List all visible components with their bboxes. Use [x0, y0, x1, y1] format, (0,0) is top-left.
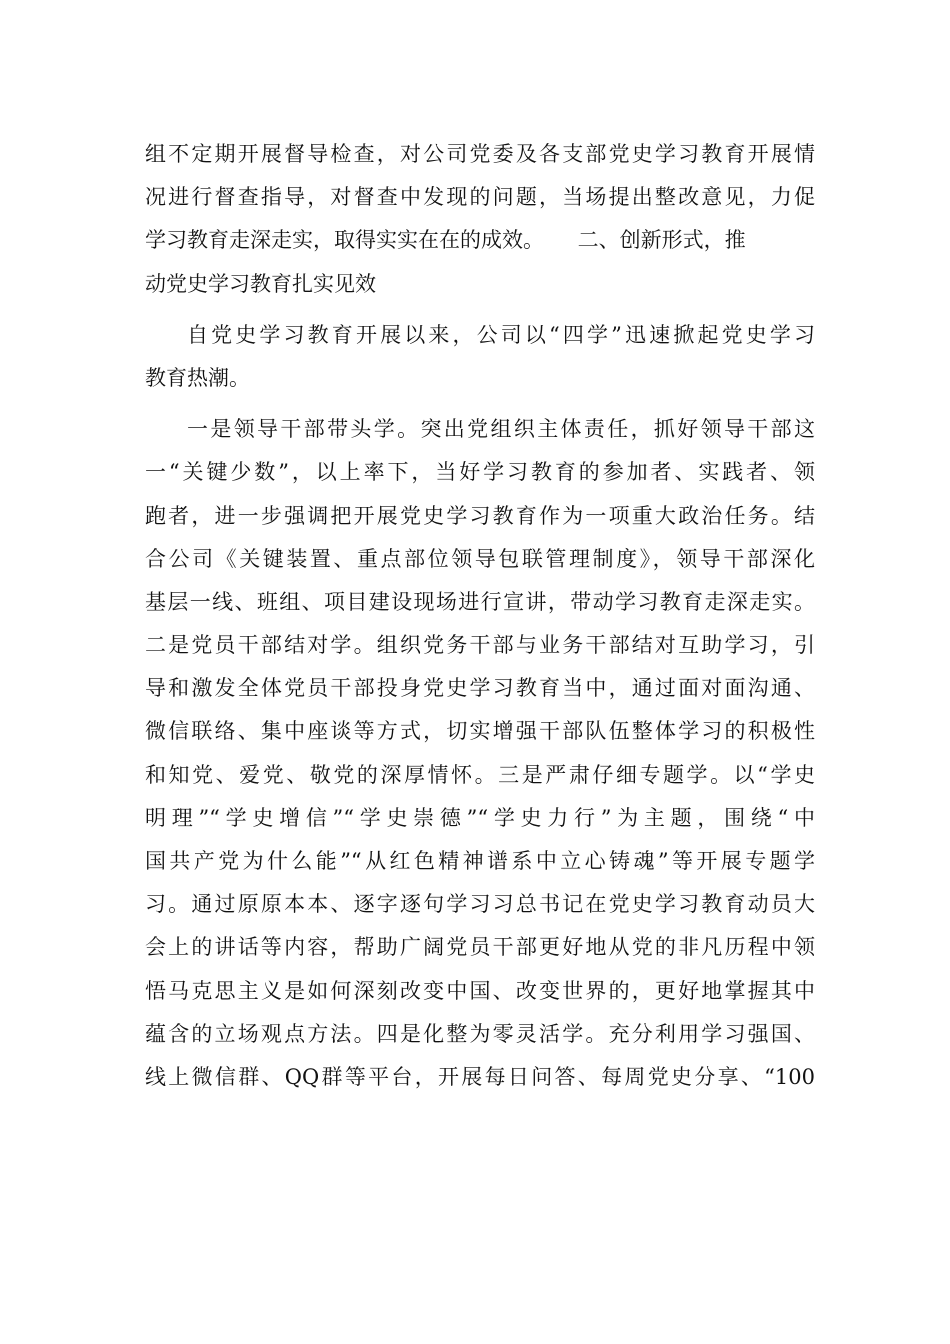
text-line: 教育热潮。 [145, 365, 250, 390]
text-line: 组不定期开展督导检查，对公司党委及各支部党史学习教育开展情 [145, 142, 815, 166]
text-line: 导和激发全体党员干部投身党史学习教育当中，通过面对面沟通、 [145, 676, 815, 701]
body-text [145, 133, 815, 1099]
text-line: 动党史学习教育扎实见效 [145, 271, 376, 296]
text-line: 明理”“学史增信”“学史崇德”“学史力行”为主题，围绕“中 [145, 805, 815, 830]
text-line: 国共产党为什么能”“从红色精神谱系中立心铸魂”等开展专题学 [145, 849, 815, 873]
text-line: 合公司《关键装置、重点部位领导包联管理制度》，领导干部深化 [145, 546, 815, 571]
text-line: 自党史学习教育开展以来，公司以“四学”迅速掀起党史学习 [187, 322, 815, 347]
text-line: 一是领导干部带头学。突出党组织主体责任，抓好领导干部这 [187, 417, 815, 442]
section-heading: 二、创新形式，推 [577, 228, 746, 253]
text-line: 况进行督查指导，对督查中发现的问题，当场提出整改意见，力促 [145, 185, 815, 210]
text-line: 蕴含的立场观点方法。四是化整为零灵活学。充分利用学习强国、 [145, 1021, 815, 1046]
paragraph-1 [145, 133, 815, 306]
text-line: 一“关键少数”，以上率下，当好学习教育的参加者、实践者、领 [145, 460, 815, 485]
text-line: 基层一线、班组、项目建设现场进行宣讲，带动学习教育走深走实。 [145, 589, 815, 614]
text-line-segment: 学习教育走深走实，取得实实在在的成效。 [145, 228, 544, 253]
text-line: 二是党员干部结对学。组织党务干部与业务干部结对互助学习，引 [145, 633, 815, 658]
text-line [145, 219, 815, 262]
text-line: 跑者，进一步强调把开展党史学习教育作为一项重大政治任务。结 [145, 503, 815, 528]
text-line: 悟马克思主义是如何深刻改变中国、改变世界的，更好地掌握其中 [145, 978, 815, 1003]
text-line: 习。通过原原本本、逐字逐句学习习总书记在党史学习教育动员大 [145, 892, 815, 917]
text-line: 微信联络、集中座谈等方式，切实增强干部队伍整体学习的积极性 [145, 719, 815, 744]
text-line: 会上的讲话等内容，帮助广阔党员干部更好地从党的非凡历程中领 [145, 935, 815, 960]
paragraph-3 [145, 408, 815, 1099]
paragraph-2 [145, 314, 815, 400]
text-line: 和知党、爱党、敬党的深厚情怀。三是严肃仔细专题学。以“学史 [145, 762, 815, 787]
text-line: 线上微信群、QQ群等平台，开展每日问答、每周党史分享、“100 [145, 1064, 815, 1089]
